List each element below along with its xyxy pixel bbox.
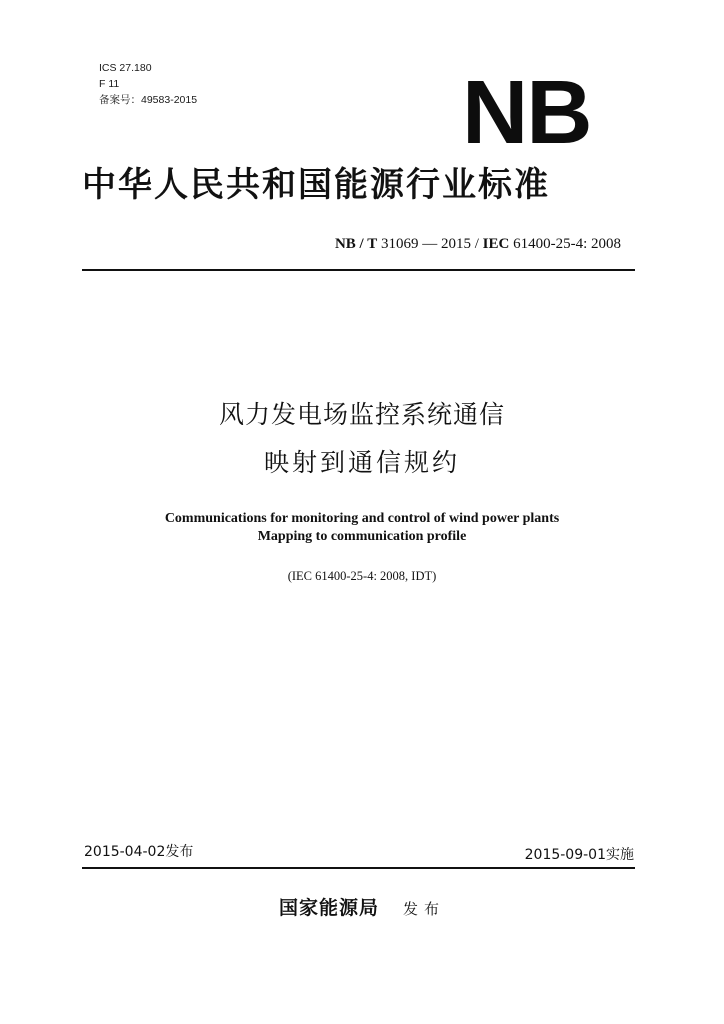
effective-date: 2015-09-01实施: [524, 847, 634, 863]
standard-number: [335, 234, 621, 254]
english-title-line2: Mapping to communication profile: [257, 529, 467, 544]
issue-date: 2015-04-02发布: [84, 844, 194, 860]
filing-label: 备案号：: [99, 94, 141, 106]
issuer-line: [0, 895, 724, 922]
filing-number-row: [99, 92, 197, 108]
iec-number: 61400-25-4: 2008: [513, 236, 621, 252]
chinese-title-line1: 风力发电场监控系统通信: [218, 400, 505, 429]
bottom-divider: [82, 867, 635, 869]
classification-block: [99, 60, 197, 108]
issuer-org: 国家能源局: [278, 897, 379, 919]
ics-code: ICS 27.180: [99, 62, 152, 74]
standard-middle: 31069 — 2015 /: [380, 236, 479, 252]
issuer-action: 发布: [403, 900, 446, 918]
standard-prefix: NB / T: [334, 236, 378, 252]
top-divider: [82, 269, 635, 271]
nb-logo: NB: [462, 63, 591, 163]
adoption-note: (IEC 61400-25-4: 2008, IDT): [287, 569, 437, 583]
iec-prefix: IEC: [482, 236, 510, 252]
ccs-code: F 11: [99, 78, 120, 90]
standard-category-title: 中华人民共和国能源行业标准: [82, 165, 550, 205]
filing-number: 49583-2015: [141, 94, 198, 106]
chinese-title-line2: 映射到通信规约: [263, 448, 460, 477]
english-title-line1: Communications for monitoring and control of wind power plants: [164, 511, 560, 526]
